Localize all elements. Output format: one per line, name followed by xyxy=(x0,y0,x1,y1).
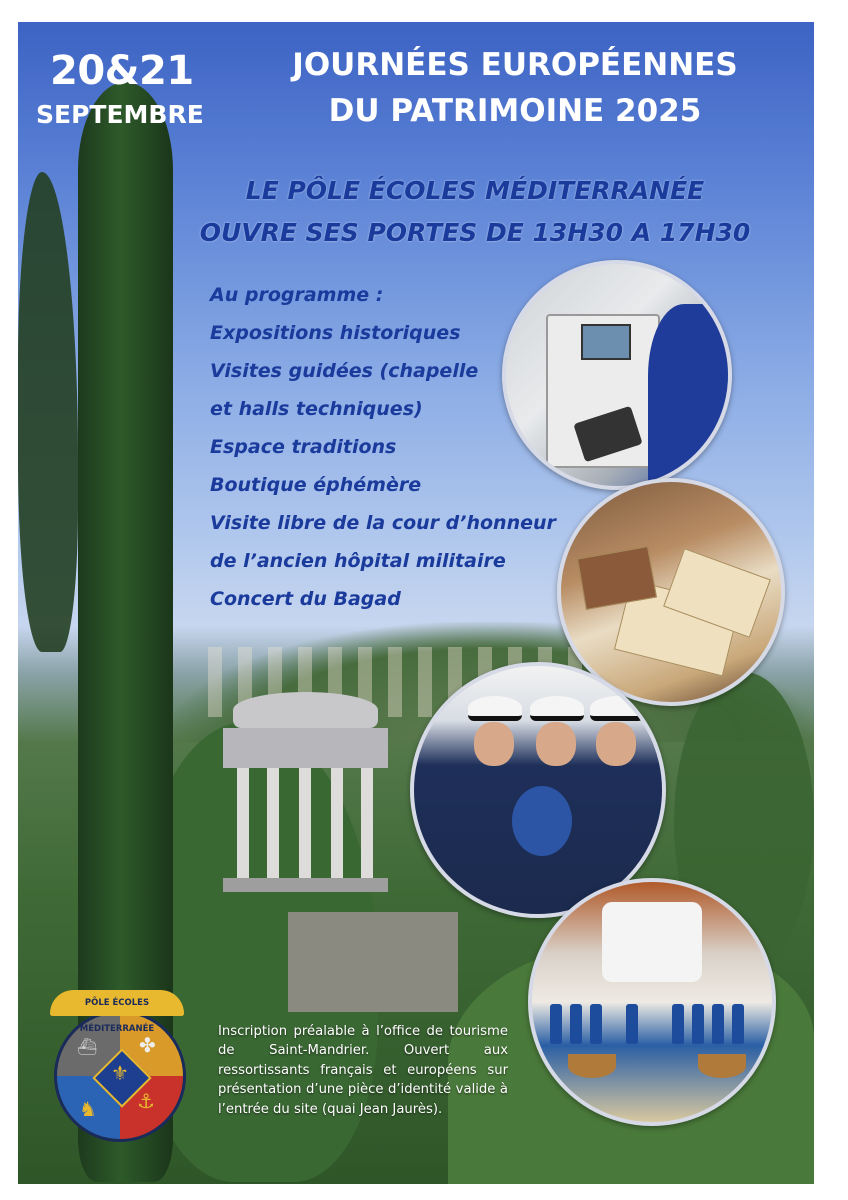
lily-icon: ⚜ xyxy=(111,1061,129,1085)
lion-icon: ♞ xyxy=(79,1097,97,1121)
anchor-icon: ⚓ xyxy=(137,1089,155,1113)
program-item: Visites guidées (chapelle xyxy=(210,360,479,382)
rotunda-monument xyxy=(223,692,388,892)
program-list xyxy=(210,276,556,618)
program-item: Concert du Bagad xyxy=(210,588,401,610)
event-month: SEPTEMBRE xyxy=(36,100,204,129)
event-days: 20&21 xyxy=(50,48,194,94)
logo-banner: PÔLE ÉCOLES MÉDITERRANÉE xyxy=(50,990,184,1016)
subtitle-line-2: OUVRE SES PORTES DE 13H30 A 17H30 xyxy=(199,218,751,247)
ship-icon: ⛴ xyxy=(77,1037,98,1056)
stone-wall xyxy=(288,912,458,1012)
registration-info: Inscription préalable à l’office de tourisme de Saint-Mandrier. Ouvert aux ressortissants français et européens sur présentation d’une pièce d’identité valide à l’entrée du site (quai Jean Jaurès). xyxy=(218,1024,508,1117)
program-heading: Au programme : xyxy=(210,284,384,306)
photo-historical-documents xyxy=(557,478,785,706)
title-line-1: JOURNÉES EUROPÉENNES xyxy=(292,47,738,83)
program-item: Boutique éphémère xyxy=(210,474,422,496)
subtitle-line-1: LE PÔLE ÉCOLES MÉDITERRANÉE xyxy=(245,176,705,205)
pole-ecoles-logo xyxy=(50,990,184,1140)
program-item: et halls techniques) xyxy=(210,398,423,420)
open-doors-subtitle xyxy=(150,170,800,254)
title-line-2: DU PATRIMOINE 2025 xyxy=(328,93,702,129)
program-item: de l’ancien hôpital militaire xyxy=(210,550,506,572)
event-title xyxy=(250,42,780,134)
photo-ephemeral-shop xyxy=(528,878,776,1126)
program-item: Espace traditions xyxy=(210,436,397,458)
propeller-icon: ✤ xyxy=(139,1033,156,1057)
program-item: Expositions historiques xyxy=(210,322,461,344)
pine-tree xyxy=(18,172,78,652)
program-item: Visite libre de la cour d’honneur xyxy=(210,512,556,534)
